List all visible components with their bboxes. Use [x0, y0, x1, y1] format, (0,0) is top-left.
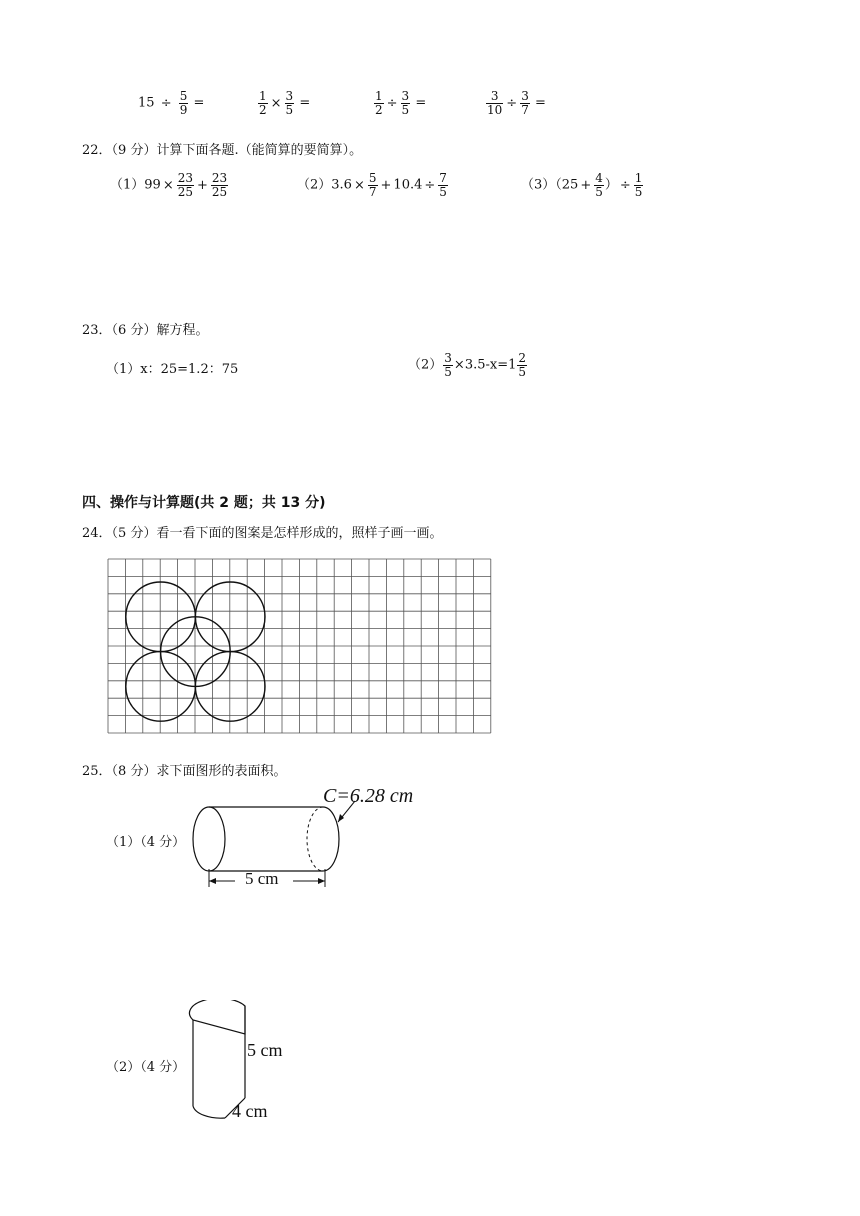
- half-cylinder-top-face: [189, 1000, 245, 1034]
- numerator: 3: [521, 89, 529, 103]
- operator: +: [580, 177, 592, 193]
- fraction: [374, 90, 384, 116]
- denominator: 5: [439, 184, 447, 199]
- equals-sign: =: [415, 95, 427, 111]
- operator: +: [197, 177, 208, 193]
- fraction: [438, 172, 448, 198]
- denominator: 5: [518, 364, 527, 379]
- q22-title: 22．（9 分）计算下面各题.（能简算的要简算）。: [82, 143, 363, 158]
- fraction: [368, 172, 378, 198]
- operator: ÷: [160, 95, 172, 111]
- denominator: 7: [368, 184, 377, 199]
- numerator: 4: [595, 171, 603, 185]
- denominator: 5: [285, 102, 294, 117]
- operator: ×: [270, 95, 282, 111]
- q24-title: 24．（5 分）看一看下面的图案是怎样形成的，照样子画一画。: [82, 526, 443, 541]
- operator: ÷: [424, 177, 436, 193]
- denominator: 25: [211, 184, 228, 199]
- q22-part-3: [521, 172, 644, 198]
- fraction: [594, 172, 604, 198]
- numerator: 3: [444, 351, 452, 365]
- part-label: （3）: [521, 177, 556, 193]
- fraction: [443, 352, 453, 378]
- circle-top-left: [126, 582, 196, 652]
- numerator: 1: [634, 171, 643, 185]
- fraction: [179, 90, 189, 116]
- denominator: 7: [521, 102, 529, 117]
- q21-item-3: [373, 90, 426, 116]
- equals-sign: =: [299, 95, 311, 111]
- number: 10.4: [393, 177, 423, 193]
- cylinder-length-label: 5 cm: [245, 869, 279, 888]
- equals-sign: =: [193, 95, 205, 111]
- cylinder-left-base: [193, 807, 225, 871]
- fraction: [258, 90, 268, 116]
- fraction: [520, 90, 530, 116]
- numerator: 3: [486, 90, 503, 104]
- q21-item-4: [485, 90, 546, 116]
- operator: ÷: [619, 177, 631, 193]
- number: 3.6: [331, 177, 352, 193]
- numerator: 3: [401, 89, 410, 103]
- circle-bottom-left: [126, 652, 196, 722]
- numerator: 3: [285, 89, 294, 103]
- q25-part-1-label: （1）（4 分）: [106, 835, 186, 850]
- operator: +: [380, 177, 392, 193]
- operator: ÷: [386, 95, 398, 111]
- denominator: 5: [444, 364, 452, 379]
- numerator: 5: [179, 89, 188, 103]
- denominator: 5: [595, 184, 603, 199]
- dimension-arrow-right: [318, 878, 325, 884]
- numerator: 1: [259, 89, 267, 103]
- numerator: 7: [439, 171, 447, 185]
- cylinder-right-front-arc: [323, 807, 339, 871]
- number: 99: [144, 177, 161, 193]
- q23-part-2: [408, 352, 528, 378]
- part-label: （1）: [110, 177, 145, 193]
- q23-title: 23．（6 分）解方程。: [82, 323, 209, 338]
- q25-title: 25．（8 分）求下面图形的表面积。: [82, 764, 287, 779]
- cylinder-circumference-label: C=6.28 cm: [323, 785, 414, 807]
- fraction: [634, 172, 644, 198]
- numerator: 2: [518, 351, 527, 365]
- denominator: 10: [487, 102, 503, 117]
- fraction: [285, 90, 295, 116]
- half-cylinder-diameter-label: 4 cm: [232, 1101, 268, 1121]
- numerator: 23: [211, 171, 228, 185]
- q22-part-2: [297, 172, 449, 198]
- number: （25: [555, 177, 579, 193]
- number: 15: [138, 95, 155, 111]
- denominator: 9: [179, 102, 188, 117]
- denominator: 5: [634, 184, 643, 199]
- paren: ）: [604, 177, 618, 193]
- expression: ×3.5-x=1: [453, 357, 517, 373]
- fraction: [401, 90, 411, 116]
- q21-item-1: [138, 90, 204, 116]
- part-label: （2）: [408, 357, 443, 373]
- dimension-arrow-left: [209, 878, 216, 884]
- denominator: 25: [177, 184, 194, 199]
- half-cylinder-height-label: 5 cm: [247, 1040, 283, 1060]
- half-cylinder-bottom-arc: [193, 1106, 225, 1118]
- fraction: [211, 172, 228, 198]
- grid-lines: [108, 559, 491, 733]
- operator: ×: [353, 177, 365, 193]
- q21-item-2: [257, 90, 310, 116]
- fraction: [177, 172, 194, 198]
- operator: ×: [162, 177, 174, 193]
- equals-sign: =: [534, 95, 546, 111]
- part-label: （2）: [297, 177, 332, 193]
- grid-pattern-figure: [105, 556, 497, 736]
- fraction: [517, 352, 527, 378]
- section-4-title: 四、操作与计算题(共 2 题；共 13 分): [82, 495, 326, 511]
- cylinder-right-hidden-arc: [307, 807, 323, 871]
- q23-part-1: （1）x：25=1.2：75: [106, 362, 239, 377]
- denominator: 2: [259, 102, 267, 117]
- q25-part-2-label: （2）（4 分）: [106, 1060, 186, 1075]
- numerator: 23: [177, 171, 194, 185]
- denominator: 2: [375, 102, 383, 117]
- numerator: 1: [375, 89, 383, 103]
- operator: ÷: [506, 95, 518, 111]
- numerator: 5: [368, 171, 377, 185]
- q22-part-1: [110, 172, 229, 198]
- fraction: [486, 90, 503, 116]
- denominator: 5: [401, 102, 410, 117]
